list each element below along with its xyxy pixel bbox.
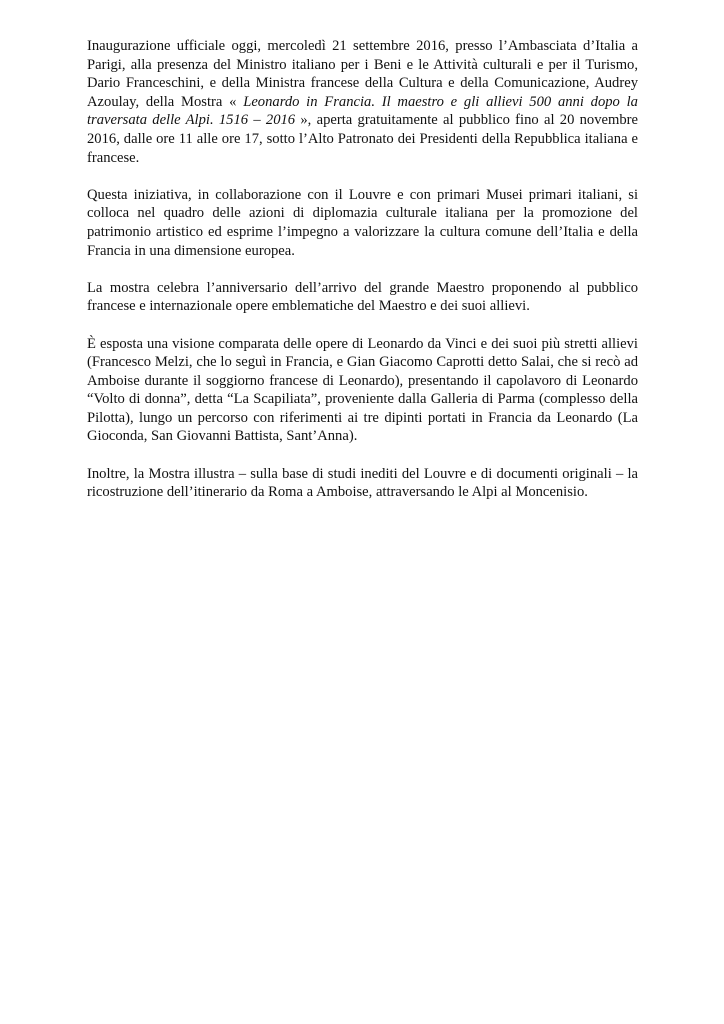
exhibition-title: Leonardo in Francia. Il maestro e gli allievi 500 anni dopo la traversata delle Alpi. 1516 – 2016 — [87, 93, 638, 129]
paragraph-itinerary: Inoltre, la Mostra illustra – sulla base di studi inediti del Louvre e di documenti originali – la ricostruzione dell’itinerario da Roma a Amboise, attraversando le Alpi al Moncenisio. — [87, 465, 638, 501]
document-body — [87, 37, 638, 520]
paragraph-inauguration-intro: Inaugurazione ufficiale oggi, mercoledì 21 settembre 2016, presso l’Ambasciata d’Italia a Parigi, alla presenza del Ministro italiano per i Beni e le Attività culturali e per il Turismo, Dario Franceschini, e della Ministra francese della Cultura e della Comunicazione, Audrey Azoulay, della Mostra « — [87, 38, 638, 110]
paragraph-inauguration-outro: », aperta gratuitamente al pubblico fino al 20 novembre 2016, dalle ore 11 alle ore 17, sotto l’Alto Patronato dei Presidenti della Repubblica italiana e francese. — [87, 112, 638, 166]
paragraph-inauguration — [87, 37, 638, 167]
paragraph-comparison: È esposta una visione comparata delle opere di Leonardo da Vinci e dei suoi più stretti allievi (Francesco Melzi, che lo seguì in Francia, e Gian Giacomo Caprotti detto Salai, che si recò ad Amboise durante il soggiorno francese di Leonardo), presentando il capolavoro di Leonardo “Volto di donna”, detta “La Scapiliata”, proveniente dalla Galleria di Parma (complesso della Pilotta), lungo un percorso con riferimenti ai tre dipinti portati in Francia da Leonardo (La Gioconda, San Giovanni Battista, Sant’Anna). — [87, 335, 638, 445]
paragraph-initiative: Questa iniziativa, in collaborazione con il Louvre e con primari Musei primari italiani, si colloca nel quadro delle azioni di diplomazia culturale italiana per la promozione del patrimonio artistico ed esprime l’impegno a valorizzare la cultura comune dell’Italia e della Francia in una dimensione europea. — [87, 186, 638, 259]
paragraph-celebration: La mostra celebra l’anniversario dell’arrivo del grande Maestro proponendo al pubblico francese e internazionale opere emblematiche del Maestro e dei suoi allievi. — [87, 279, 638, 315]
